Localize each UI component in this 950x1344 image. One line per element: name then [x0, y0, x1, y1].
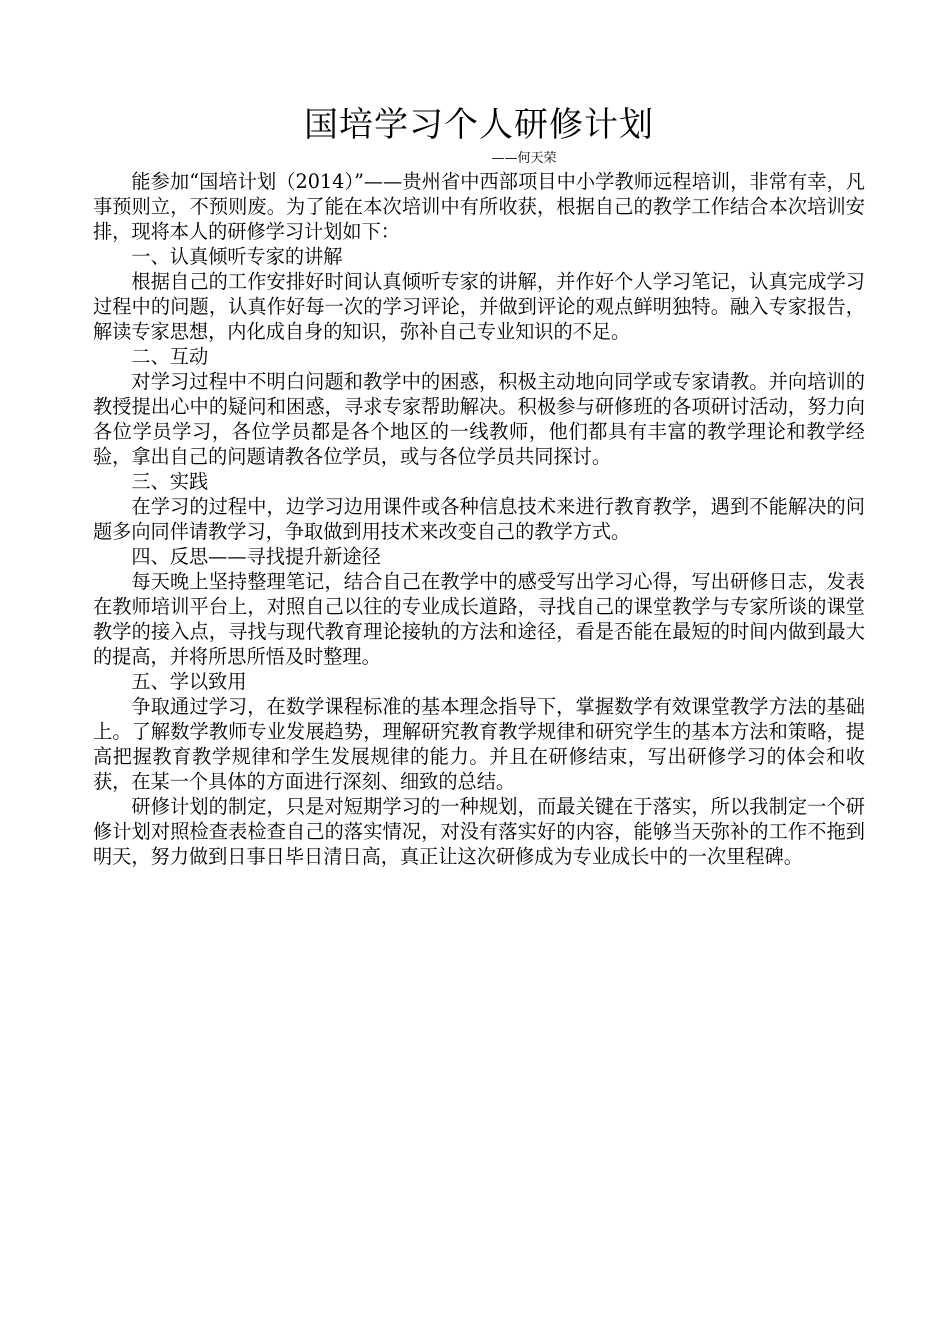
closing-paragraph: 研修计划的制定，只是对短期学习的一种规划，而最关键在于落实，所以我制定一个研修计划对照检查表检查自己的落实情况，对没有落实好的内容，能够当天弥补的工作不拖到明天，努力做到日事日毕日清日高，真正让这次研修成为专业成长中的一次里程碑。: [93, 795, 865, 868]
section-heading-reflection: 四、反思——寻找提升新途径: [131, 545, 381, 568]
section-heading-practice: 三、实践: [131, 470, 209, 493]
section-body-application: 争取通过学习，在数学课程标准的基本理念指导下，掌握数学有效课堂教学方法的基础上。了解数学教师专业发展趋势，理解研究教育教学规律和研究学生的基本方法和策略，提高把握教育教学规律和学生发展规律的能力。并且在研修结束，写出研修学习的体会和收获，在某一个具体的方面进行深刻、细致的总结。: [93, 695, 865, 793]
document-title: 国培学习个人研修计划: [304, 105, 654, 145]
author-line: ——何天荣: [491, 151, 557, 166]
section-heading-listening: 一、认真倾听专家的讲解: [131, 245, 343, 268]
intro-paragraph: 能参加“国培计划（2014）”——贵州省中西部项目中小学教师远程培训，非常有幸，凡事预则立，不预则废。为了能在本次培训中有所收获，根据自己的教学工作结合本次培训安排，现将本人的研修学习计划如下：: [93, 170, 865, 243]
section-body-listening: 根据自己的工作安排好时间认真倾听专家的讲解，并作好个人学习笔记，认真完成学习过程中的问题，认真作好每一次的学习评论，并做到评论的观点鲜明独特。融入专家报告，解读专家思想，内化成自身的知识，弥补自己专业知识的不足。: [93, 270, 865, 343]
section-body-reflection: 每天晚上坚持整理笔记，结合自己在教学中的感受写出学习心得，写出研修日志，发表在教师培训平台上，对照自己以往的专业成长道路，寻找自己的课堂教学与专家所谈的课堂教学的接入点，寻找与现代教育理论接轨的方法和途径，看是否能在最短的时间内做到最大的提高，并将所思所悟及时整理。: [93, 570, 865, 668]
section-heading-application: 五、学以致用: [131, 670, 247, 693]
document-page: [93, 100, 865, 869]
section-body-practice: 在学习的过程中，边学习边用课件或各种信息技术来进行教育教学，遇到不能解决的问题多向同伴请教学习，争取做到用技术来改变自己的教学方式。: [93, 495, 865, 543]
section-heading-interaction: 二、互动: [131, 345, 209, 368]
section-body-interaction: 对学习过程中不明白问题和教学中的困惑，积极主动地向同学或专家请教。并向培训的教授提出心中的疑问和困惑，寻求专家帮助解决。积极参与研修班的各项研讨活动，努力向各位学员学习，各位学员都是各个地区的一线教师，他们都具有丰富的教学理论和教学经验，拿出自己的问题请教各位学员，或与各位学员共同探讨。: [93, 370, 865, 468]
